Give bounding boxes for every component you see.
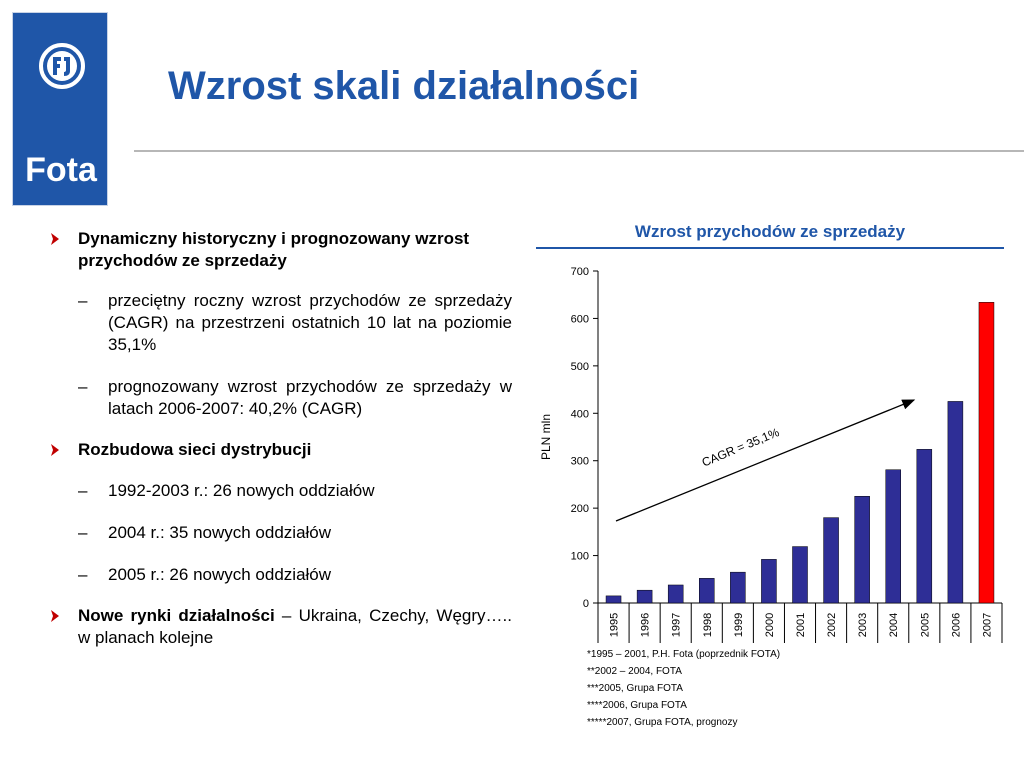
footnote: ****2006, Grupa FOTA: [587, 700, 687, 711]
bullet-text: Rozbudowa sieci dystrybucji: [78, 440, 312, 459]
y-tick-label: 300: [570, 455, 589, 468]
footnotes: [587, 646, 780, 731]
y-tick-label: 400: [570, 408, 589, 421]
bar-2006: [948, 401, 963, 603]
footnote: **2002 – 2004, FOTA: [587, 666, 682, 677]
x-tick-label: 2002: [826, 612, 839, 638]
x-tick-label: 2003: [857, 612, 870, 638]
y-tick-label: 600: [570, 313, 589, 326]
bar-2000: [761, 559, 776, 603]
sub-bullet-text: 1992-2003 r.: 26 nowych oddziałów: [108, 481, 375, 500]
sub-bullet-text: 2005 r.: 26 nowych oddziałów: [108, 565, 332, 584]
y-tick-label: 100: [570, 550, 589, 563]
chart-title: Wzrost przychodów ze sprzedaży: [634, 222, 906, 241]
dash-marker: –: [78, 377, 88, 396]
bar-1996: [637, 590, 652, 603]
sub-bullet-text: prognozowany wzrost przychodów ze sprzedaży w latach 2006-2007: 40,2% (CAGR): [108, 377, 512, 418]
bar-2005: [917, 449, 932, 603]
bar-2002: [824, 518, 839, 603]
x-tick-label: 2007: [981, 612, 994, 638]
y-tick-label: 500: [570, 360, 589, 373]
page-title: Wzrost skali działalności: [168, 64, 640, 108]
bar-2007: [979, 302, 994, 603]
x-tick-label: 1997: [670, 612, 683, 638]
x-tick-label: 2005: [919, 612, 932, 638]
x-tick-label: 1996: [639, 612, 652, 638]
bar-2003: [855, 496, 870, 603]
dash-marker: –: [78, 481, 88, 500]
y-tick-label: 200: [570, 503, 589, 516]
bar-2001: [793, 547, 808, 603]
bar-1998: [699, 578, 714, 603]
y-axis-label: PLN mln: [539, 413, 553, 461]
bullet-text-rest: – Ukraina, Czechy, Węgry….. w planach kolejne: [78, 606, 512, 647]
dash-marker: –: [78, 291, 88, 310]
bullet-text-bold: Nowe rynki działalności: [78, 606, 275, 625]
bar-1997: [668, 585, 683, 603]
footnote: *****2007, Grupa FOTA, prognozy: [587, 717, 738, 728]
sub-bullet-text: przeciętny roczny wzrost przychodów ze sprzedaży (CAGR) na przestrzeni ostatnich 10 lat na poziomie 35,1%: [108, 291, 512, 354]
bar-1999: [730, 572, 745, 603]
x-tick-label: 1998: [701, 612, 714, 638]
x-tick-label: 2006: [950, 612, 963, 638]
x-tick-label: 2001: [795, 612, 807, 638]
cagr-annotation: CAGR = 35,1%: [699, 425, 782, 470]
x-tick-label: 1995: [608, 612, 621, 638]
y-tick-label: 700: [570, 266, 589, 278]
x-tick-label: 2004: [888, 612, 901, 638]
y-tick-label: 0: [582, 598, 589, 610]
bar-1995: [606, 596, 621, 603]
x-tick-label: 2000: [763, 612, 776, 638]
bar-2004: [886, 470, 901, 603]
sub-bullet-text: 2004 r.: 35 nowych oddziałów: [108, 523, 332, 542]
x-tick-label: 1999: [732, 612, 745, 638]
logo-text: Fota: [25, 151, 97, 189]
dash-marker: –: [78, 565, 88, 584]
dash-marker: –: [78, 523, 88, 542]
footnote: *1995 – 2001, P.H. Fota (poprzednik FOTA): [587, 649, 781, 660]
bullet-text: Dynamiczny historyczny i prognozowany wzrost przychodów ze sprzedaży: [78, 229, 470, 270]
footnote: ***2005, Grupa FOTA: [587, 683, 683, 694]
